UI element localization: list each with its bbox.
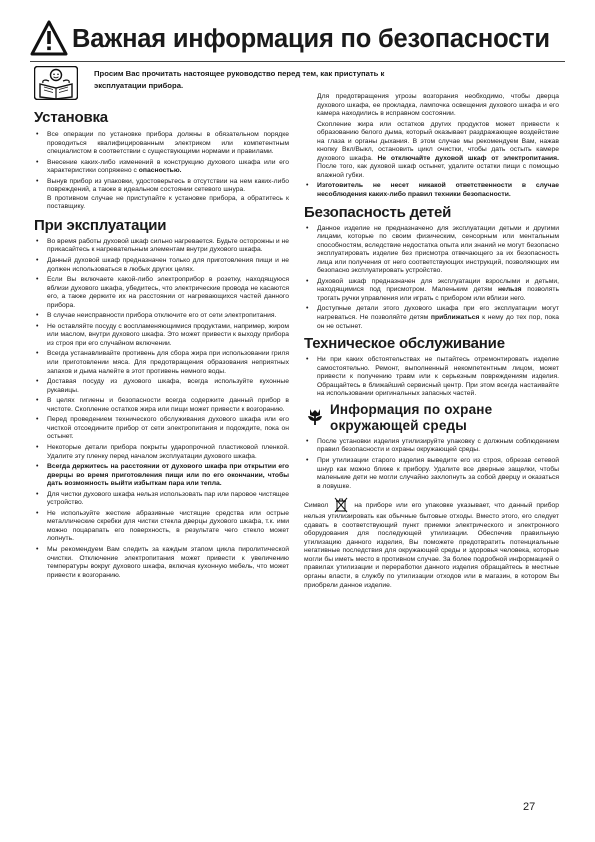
flower-icon	[306, 406, 324, 426]
list-item: • Данное изделие не предназначено для эксплуатации детьми и другими лицами, которые по своим физическим, сенсорным или ментальным способностям, вследствие недостатка опыта или знаний не могут безопасно эксплуатировать изделие без присмотра отвечающего за их безопасность лица или получения от него соответствующих инструкций, позволяющих им безопасно эксплуатировать устройство.	[304, 225, 559, 276]
list-item: • Во время работы духовой шкаф сильно нагревается. Будьте осторожны и не прикасайтесь к нагревательным элементам внутри духового шкафа.	[34, 238, 289, 255]
eco-heading-line-2: окружающей среды	[330, 417, 468, 433]
install-note: В противном случае не приступайте к установке прибора, а обратитесь к поставщику.	[47, 194, 289, 211]
page-title: Важная информация по безопасности	[72, 25, 550, 53]
disposal-paragraph: Символ на приборе или его упаковке указывает, что данный прибор нельзя утилизировать как обычные бытовые отходы. Вместо этого, его следует сдавать в соответствующий пункт приемки электрического и электронного оборудования для последующей утилизации. Обеспечив правильную утилизацию данного изделия, Вы поможете предотвратить потенциальные негативные последствия для окружающей среды и здоровья человека, которые могли бы иметь место в противном случае. За более подробной информацией о правилах утилизации и переработки данного изделия обращайтесь в местные органы власти, в службу по утилизации отходов или в магазин, в котором Вы приобрели данное изделие.	[304, 497, 559, 590]
list-item: • Для чистки духового шкафа нельзя использовать пар или паровое чистящее устройство.	[34, 491, 289, 508]
list-item: • В случае неисправности прибора отключите его от сети электропитания.	[34, 312, 289, 321]
reading-person-icon	[34, 66, 78, 100]
list-item: • Духовой шкаф предназначен для эксплуатации взрослыми и детьми, находящимися под присмотром. Маленьким детям нельзя позволять трогать ручки управления или играть с прибором или вблизи него.	[304, 278, 559, 304]
list-item: • Ни при каких обстоятельствах не пытайтесь отремонтировать изделие самостоятельно. Ремонт, выполненный некомпетентным лицом, может привести к получению травм или к серьезным повреждениям изделия. Обращайтесь в ближайший сервисный центр. При этом всегда настаивайте на использовании оригинальных запасных частей.	[304, 356, 559, 399]
list-item: • Мы рекомендуем Вам следить за каждым этапом цикла пиролитической очистки. Отключение электропитания может привести к увеличению температуры вокруг духового шкафа, включая кухонную мебель, что может привести к возгоранию.	[34, 546, 289, 580]
list-item: • Все операции по установке прибора должны в обязательном порядке проводиться квалифицированным электриком или компетентным специалистом в соответствии с существующими нормами и правилами.	[34, 131, 289, 157]
list-item: • При утилизации старого изделия выведите его из строя, обрезав сетевой шнур как можно ближе к прибору. Удалите все дверные защелки, чтобы маленькие дети не могли случайно захлопнуть за собой дверцу и оказаться в ловушке.	[304, 457, 559, 491]
section-heading-install: Установка	[34, 109, 108, 126]
eco-heading-line-1: Информация по охране	[330, 401, 493, 417]
warning-triangle-icon	[30, 20, 68, 56]
section-heading-children: Безопасность детей	[304, 203, 452, 221]
list-item: • Данный духовой шкаф предназначен только для приготовления пищи и не должен использоваться в любых других целях.	[34, 257, 289, 274]
service-list	[304, 356, 559, 399]
section-heading-service: Техническое обслуживание	[304, 335, 505, 353]
list-item: • Внесение каких-либо изменений в конструкцию духового шкафа или его характеристики сопряжено с опасностью.	[34, 159, 289, 176]
paragraph: Скопление жира или остатков других продуктов может привести к образованию белого дыма, который оказывает раздражающее воздействие на глаза и органы дыхания. В этом случае мы рекомендуем Вам, нажав кнопку Вкл/Выкл, остановить цикл очистки, чтобы дать остыть камере духового шкафа. Не отключайте духовой шкаф от электропитания. После того, как духовой шкаф остынет, удалите остатки пищи с помощью влажной губки.	[317, 120, 559, 179]
list-item: • Всегда устанавливайте противень для сбора жира при использовании гриля или приготовлении мяса. Для предотвращения образования неприятных запахов и дыма налейте в этот противень немного воды.	[34, 350, 289, 376]
list-item: • Доступные детали этого духового шкафа при его эксплуатации могут нагреваться. Не позволяйте детям приближаться к нему до тех пор, пока он не остынет.	[304, 305, 559, 331]
list-item: • Всегда держитесь на расстоянии от духового шкафа при открытии его дверцы во время приготовления пищи или по его окончании, чтобы дать возможность выйти избыткам пара или тепла.	[34, 463, 289, 489]
page-number: 27	[523, 801, 536, 813]
install-list	[34, 131, 289, 195]
eco-list	[304, 438, 559, 491]
eco-heading	[304, 402, 559, 434]
header-divider	[30, 61, 565, 62]
list-item: • Вынув прибор из упаковки, удостоверьтесь в отсутствии на нем каких-либо повреждений, а также в идеальном состоянии сетевого шнура.	[34, 178, 289, 195]
list-item: • Не используйте жесткие абразивные чистящие средства или острые металлические скребки для чистки стекла дверцы духового шкафа, т.к. ими можно поцарапать его поверхность, в результате чего стекло может лопнуть.	[34, 510, 289, 544]
list-item: • После установки изделия утилизируйте упаковку с должным соблюдением правил безопасности и охраны окружающей среды.	[304, 438, 559, 455]
list-item: • Доставая посуду из духового шкафа, всегда используйте кухонные рукавицы.	[34, 378, 289, 395]
left-column	[34, 108, 289, 582]
paragraph: Для предотвращения угрозы возгорания необходимо, чтобы дверца духового шкафа, ее прокладка, лампочка освещения духового шкафа и его камера находились в исправном состоянии.	[317, 93, 559, 118]
list-item: • В целях гигиены и безопасности всегда содержите данный прибор в чистоте. Скопление остатков жира или пищи может привести к возгоранию.	[34, 397, 289, 414]
children-list	[304, 225, 559, 332]
crossed-bin-icon	[334, 497, 348, 513]
right-column	[304, 93, 559, 590]
manufacturer-list	[304, 182, 559, 199]
intro-text: Просим Вас прочитать настоящее руководство перед тем, как приступать к эксплуатации прибора.	[94, 69, 385, 90]
page-header	[30, 20, 565, 60]
list-item: • Изготовитель не несет никакой ответственности в случае несоблюдения каких-либо правил техники безопасности.	[304, 182, 559, 199]
list-item: • Если Вы включаете какой-либо электроприбор в розетку, находящуюся вблизи духового шкафа, убедитесь, что электрические провода не касаются его, а также держите их на расстоянии от нагревающихся частей данного прибора.	[34, 276, 289, 310]
section-heading-use: При эксплуатации	[34, 216, 167, 234]
use-list	[34, 238, 289, 580]
list-item: • Некоторые детали прибора покрыты ударопрочной пластиковой пленкой. Удалите эту пленку перед началом эксплуатации духового шкафа.	[34, 444, 289, 461]
list-item: • Перед проведением технического обслуживания духового шкафа или его чисткой отсоедините прибор от сети электропитания и подождите, пока он остынет.	[34, 416, 289, 442]
list-item: • Не оставляйте посуду с воспламеняющимися продуктами, например, жиром или маслом, внутри духового шкафа. Это может привести к выходу прибора из строя при его случайном включении.	[34, 323, 289, 349]
